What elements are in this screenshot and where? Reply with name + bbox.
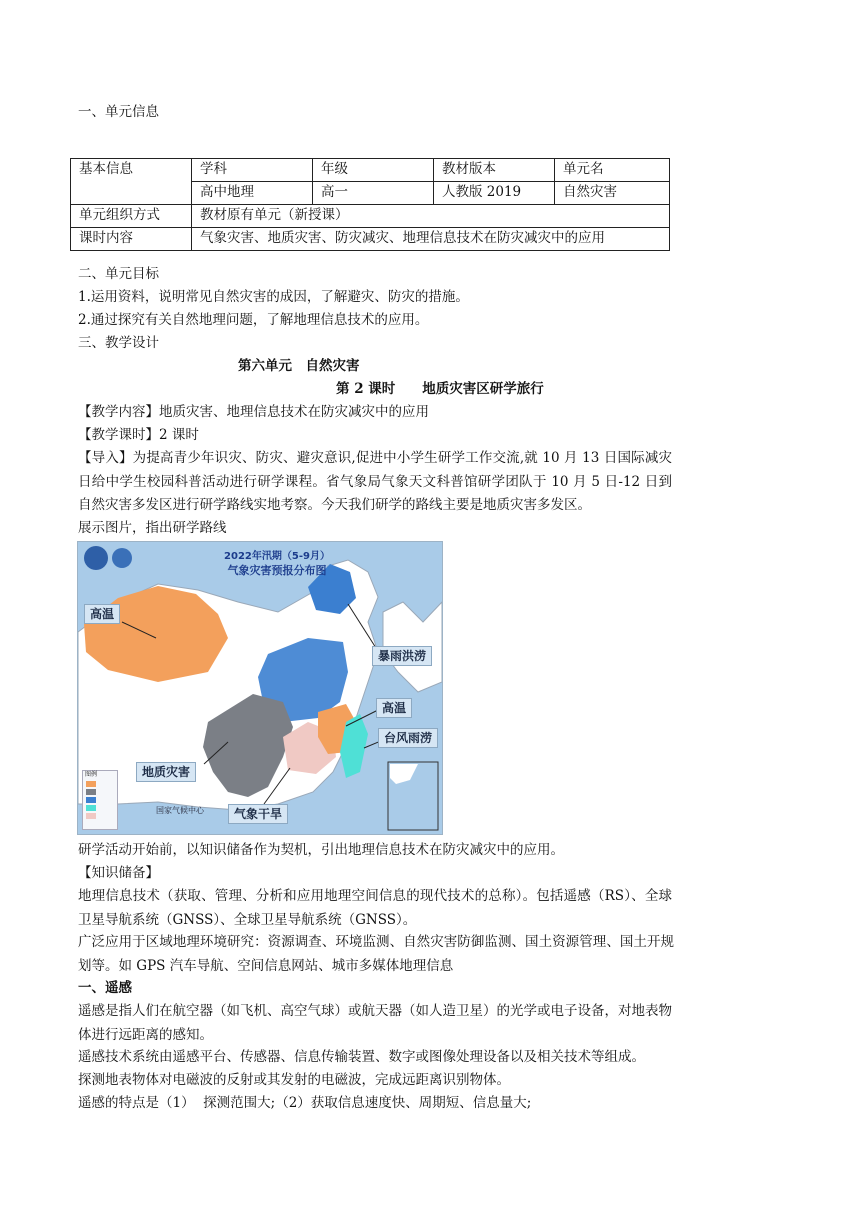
knowledge-paragraph-1: 地理信息技术（获取、管理、分析和应用地理空间信息的现代技术的总称）。包括遥感（RS）、全球卫星导航系统（GNSS）、全球卫星导航系统（GNSS）。 [78,888,672,928]
goal-item-1: 1.运用资料，说明常见自然灾害的成因，了解避灾、防灾的措施。 [78,289,469,305]
knowledge-paragraph-2: 广泛应用于区域地理环境研究：资源调查、环境监测、自然灾害防御监测、国土资源管理、国土开规划等。如 GPS 汽车导航、空间信息网站、城市多媒体地理信息 [78,934,674,974]
remote-sensing-heading: 一、遥感 [78,980,132,996]
table-header-grade: 年级 [313,159,434,182]
table-cell-subject: 高中地理 [192,182,313,205]
legend-swatch-typhoon [86,805,96,811]
teaching-hours-line: 【教学课时】2 课时 [78,427,199,443]
remote-sensing-paragraph-4: 遥感的特点是（1） 探测范围大;（2）获取信息速度快、周期短、信息量大; [78,1095,532,1111]
unit-title: 第六单元 自然灾害 [238,358,360,374]
legend-swatch-drought [86,813,96,819]
show-image-line: 展示图片，指出研学路线 [78,520,227,536]
remote-sensing-paragraph-1: 遥感是指人们在航空器（如飞机、高空气球）或航天器（如人造卫星）的光学或电子设备，对地表物体进行远距离的感知。 [78,1003,672,1043]
map-title-line1: 2022年汛期（5-9月） [224,551,330,562]
legend-swatch-geo [86,789,96,795]
disaster-forecast-map [77,541,443,835]
table-cell-content-value: 气象灾害、地质灾害、防灾减灾、地理信息技术在防灾减灾中的应用 [192,228,670,251]
teaching-content-line: 【教学内容】地质灾害、地理信息技术在防灾减灾中的应用 [78,404,429,420]
label-rainstorm-flood: 暴雨洪涝 [372,646,432,666]
lesson-title: 第 2 课时 地质灾害区研学旅行 [336,381,544,397]
label-high-temp-west: 高温 [84,604,120,624]
remote-sensing-paragraph-3: 探测地表物体对电磁波的反射或其发射的电磁波，完成远距离识别物体。 [78,1072,510,1088]
remote-sensing-paragraph-2: 遥感技术系统由遥感平台、传感器、信息传输装置、数字或图像处理设备以及相关技术等组成。 [78,1049,645,1065]
label-high-temp-east: 高温 [376,698,412,718]
agency-name: 国家气候中心 [156,806,204,815]
section-heading-unit-info: 一、单元信息 [78,104,159,120]
label-drought: 气象干旱 [228,804,288,824]
table-cell-grade: 高一 [313,182,434,205]
after-map-line: 研学活动开始前，以知识储备作为契机，引出地理信息技术在防灾减灾中的应用。 [78,842,564,858]
table-header-subject: 学科 [192,159,313,182]
table-cell-basic-info: 基本信息 [71,159,192,205]
intro-paragraph: 【导入】为提高青少年识灾、防灾、避灾意识,促进中小学生研学工作交流,就 10 月 13 日国际减灾日给中学生校园科普活动进行研学课程。省气象局气象天文科普馆研学团队于 10 月 5 日-12 日到自然灾害多发区进行研学路线实地考察。今天我们研学的路线主要是地质灾害多发区。 [78,450,672,513]
map-legend [82,770,118,830]
label-geo-disaster: 地质灾害 [136,762,196,782]
legend-title: 图例 [85,771,98,778]
agency-logo-2-icon [112,548,132,568]
table-cell-content-label: 课时内容 [71,228,192,251]
section-heading-teaching-design: 三、教学设计 [78,335,159,351]
label-typhoon-rain: 台风雨涝 [378,728,438,748]
unit-info-table [70,158,670,251]
map-graphic [78,542,442,834]
section-heading-unit-goals: 二、单元目标 [78,266,159,282]
table-cell-org-value: 教材原有单元（新授课） [192,205,670,228]
table-header-unit-name: 单元名 [555,159,670,182]
table-header-edition: 教材版本 [434,159,555,182]
table-cell-org-label: 单元组织方式 [71,205,192,228]
knowledge-heading: 【知识储备】 [78,865,159,881]
goal-item-2: 2.通过探究有关自然地理问题，了解地理信息技术的应用。 [78,312,429,328]
legend-swatch-rain [86,797,96,803]
table-cell-unit-name: 自然灾害 [555,182,670,205]
agency-logo-icon [84,546,108,570]
map-title-line2: 气象灾害预报分布图 [227,564,327,577]
table-cell-edition: 人教版 2019 [434,182,555,205]
legend-swatch-high-temp [86,781,96,787]
